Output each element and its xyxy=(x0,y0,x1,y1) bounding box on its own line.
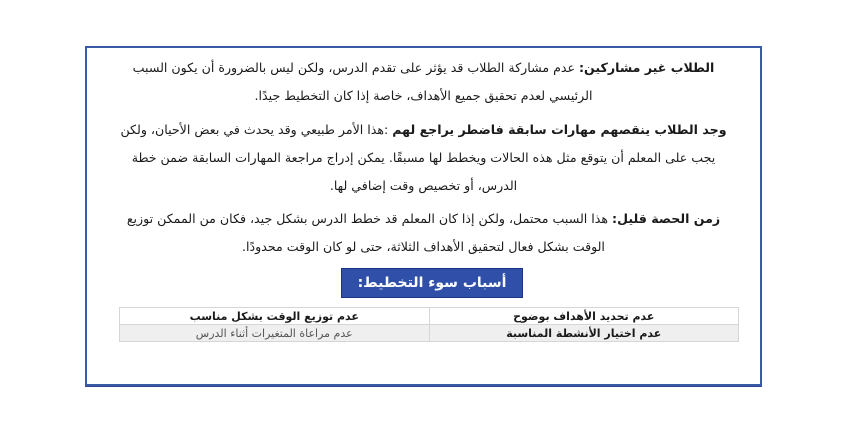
paragraph-title: الطلاب غير مشاركين: xyxy=(579,60,715,75)
table-cell: عدم توزيع الوقت بشكل مناسب xyxy=(120,308,430,325)
table-cell: عدم مراعاة المتغيرات أثناء الدرس xyxy=(120,325,430,342)
section-heading: أسباب سوء التخطيط: xyxy=(341,268,523,298)
paragraph-body: :هذا الأمر طبيعي وقد يحدث في بعض الأحيان، ولكن يجب على المعلم أن يتوقع مثل هذه الحالات ويخطط لها مسبقًا. يمكن إدراج مراجعة المهارات السابقة ضمن خطة الدرس، أو تخصيص وقت إضافي لها. xyxy=(120,122,716,193)
table-cell: عدم تحديد الأهداف بوضوح xyxy=(429,308,739,325)
paragraph-title: زمن الحصة قليل: xyxy=(612,211,721,226)
reasons-table xyxy=(119,307,739,342)
paragraph-students-not-participating xyxy=(111,54,736,110)
paragraph-title: وجد الطلاب ينقصهم مهارات سابقة فاضطر يراجع لهم xyxy=(392,122,727,137)
table-row xyxy=(120,325,739,342)
paragraph-short-class-time xyxy=(111,205,736,261)
document-frame xyxy=(85,46,762,386)
paragraph-missing-prior-skills xyxy=(111,116,736,200)
paragraph-body: عدم مشاركة الطلاب قد يؤثر على تقدم الدرس، ولكن ليس بالضرورة أن يكون السبب الرئيسي لعدم تحقيق جميع الأهداف، خاصة إذا كان التخطيط جيدًا. xyxy=(132,60,593,103)
paragraph-body: هذا السبب محتمل، ولكن إذا كان المعلم قد خطط الدرس بشكل جيد، فكان من الممكن توزيع الوقت بشكل فعال لتحقيق الأهداف الثلاثة، حتى لو كان الوقت محدودًا. xyxy=(126,211,613,254)
table-cell: عدم اختيار الأنشطة المناسبة xyxy=(429,325,739,342)
table-row xyxy=(120,308,739,325)
